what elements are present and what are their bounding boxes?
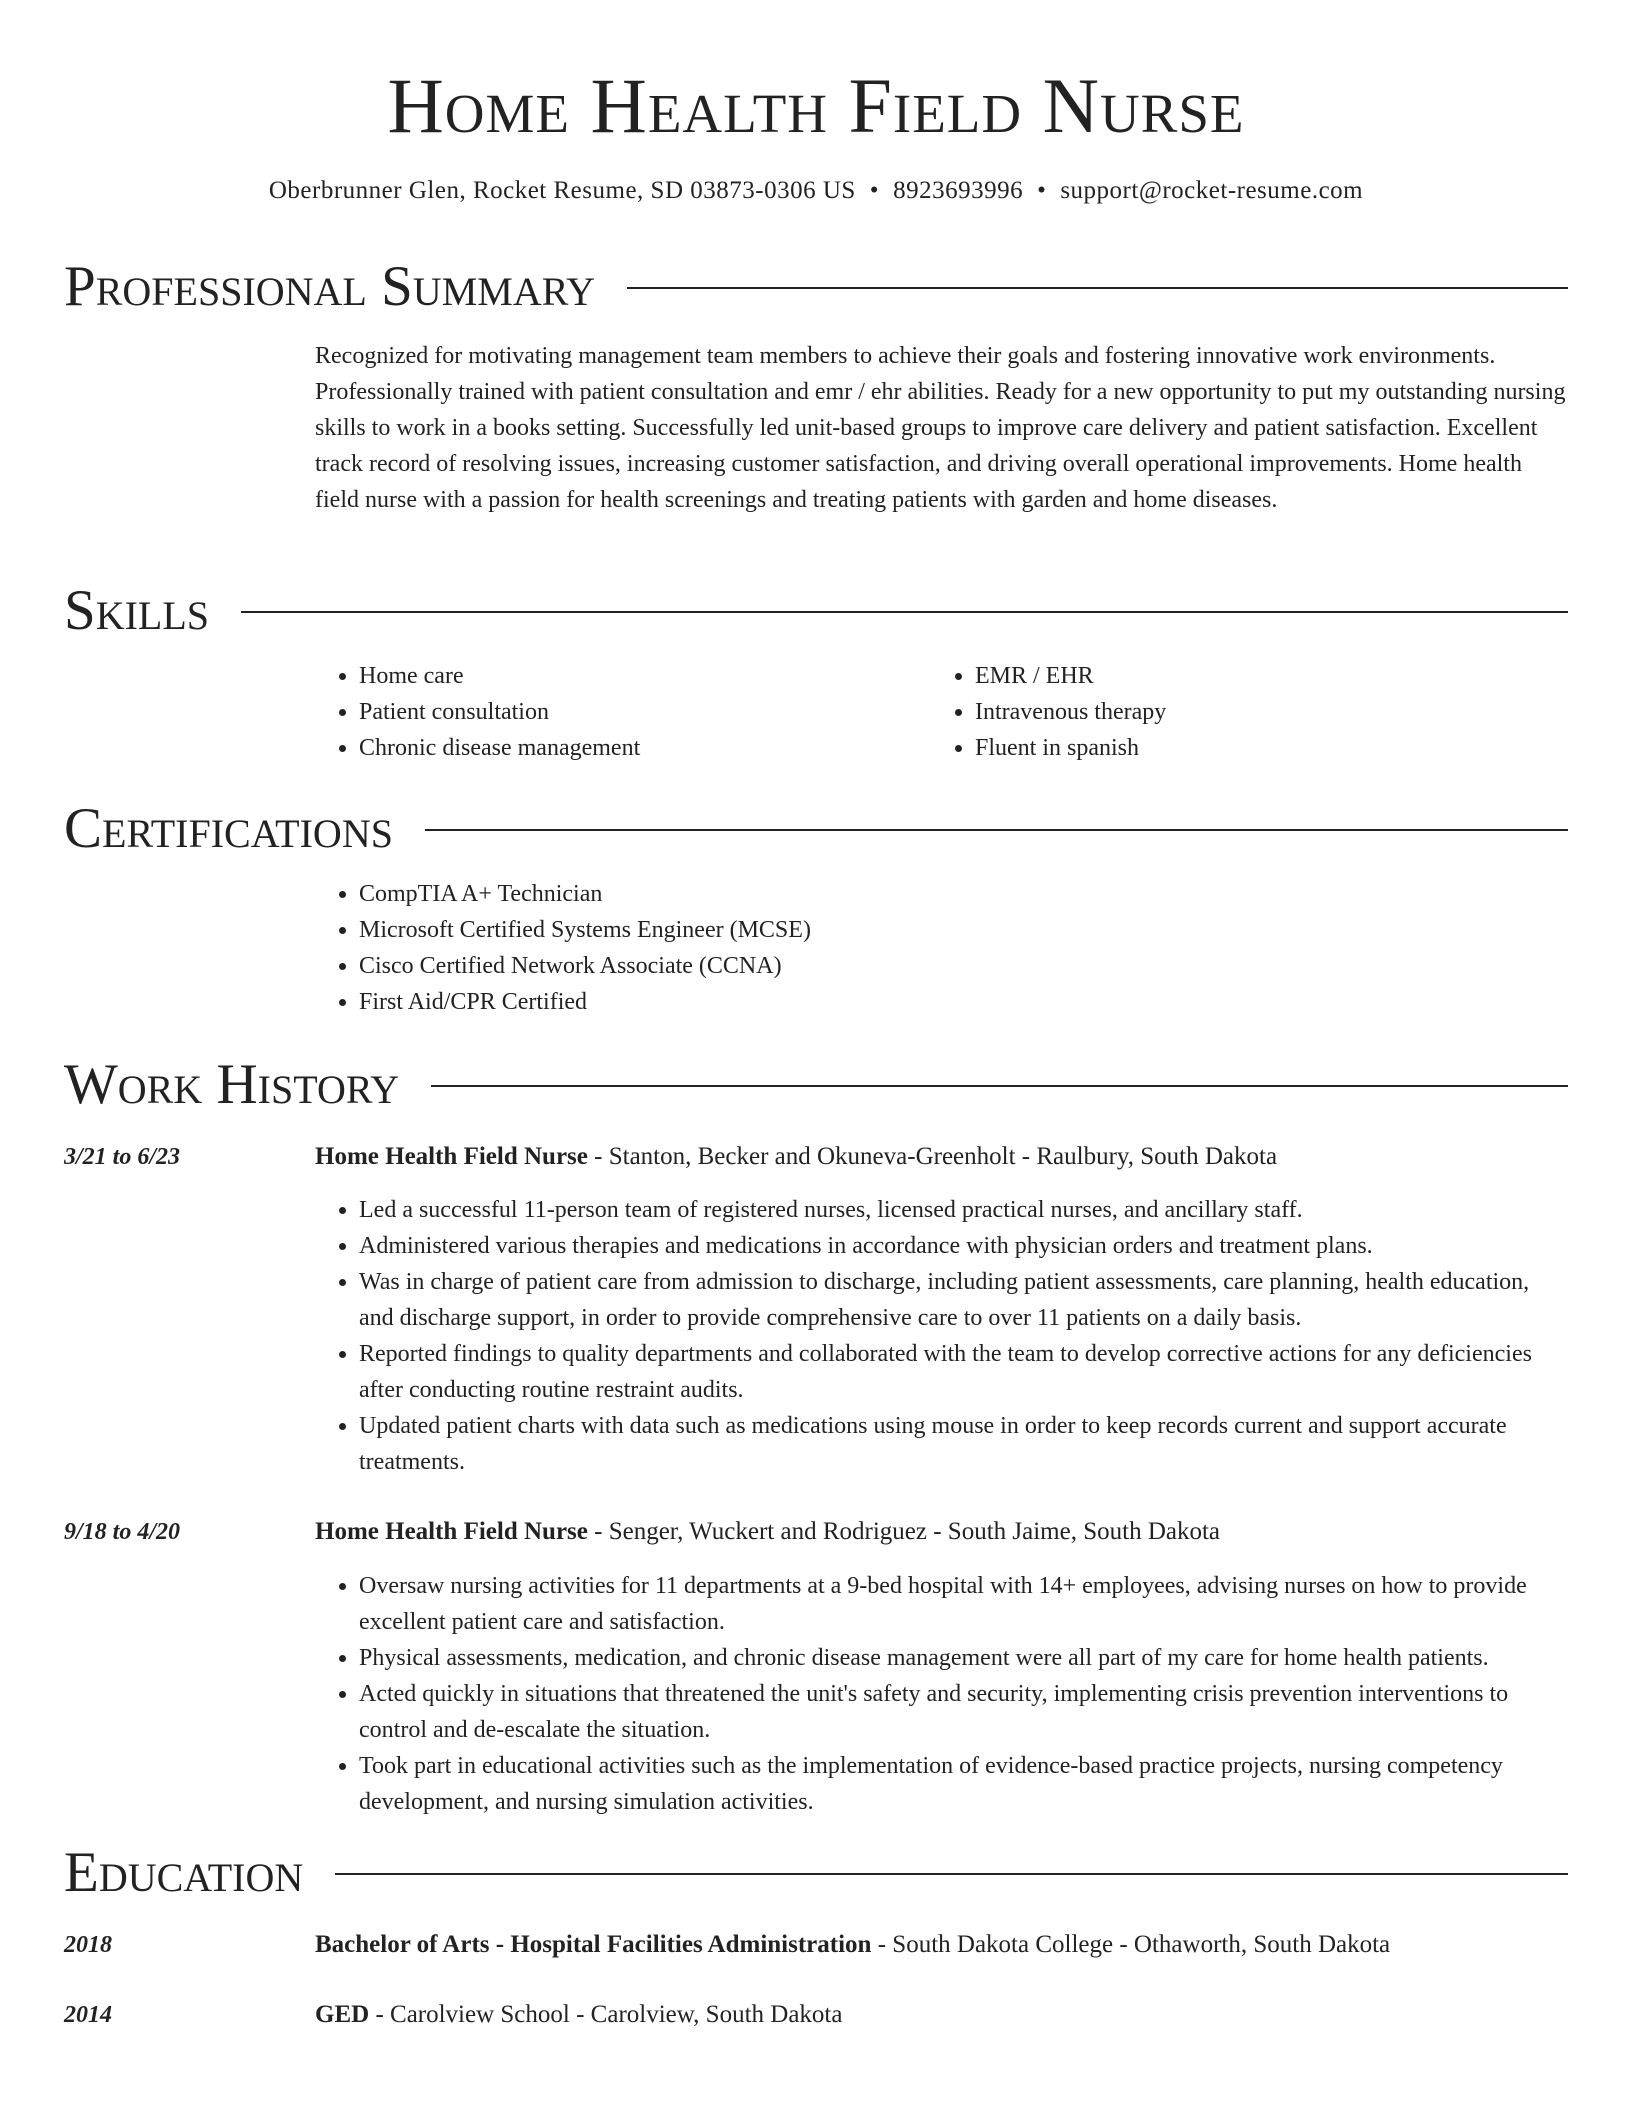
summary-section-title: Professional Summary: [64, 255, 596, 318]
contact-separator: •: [869, 177, 880, 204]
section-divider: [431, 1085, 1568, 1087]
education-section-header: [64, 1840, 1568, 1906]
certifications-list: [315, 876, 1568, 1020]
contact-separator: •: [1037, 177, 1047, 204]
contact-address: Oberbrunner Glen, Rocket Resume, SD 03873-0306 US: [268, 177, 856, 204]
skills-right-column: [931, 658, 1531, 766]
certification-item: • First Aid/CPR Certified: [359, 984, 1568, 1020]
contact-phone: 8923693996: [893, 177, 1024, 204]
summary-text: Recognized for motivating management team members to achieve their goals and fostering innovative work environments. Professionally trained with patient consultation and emr / ehr abilities. Ready for a new opportunity to put my outstanding nursing skills to work in a books setting. Successfully led unit-based groups to improve care delivery and patient satisfaction. Excellent track record of resolving issues, increasing customer satisfaction, and driving overall operational improvements. Home health field nurse with a passion for health screenings and treating patients with garden and home diseases.: [315, 343, 1566, 513]
job-duty: • Reported findings to quality departments and collaborated with the team to develop corrective actions for any deficiencies after conducting routine restraint audits.: [359, 1336, 1568, 1408]
job-duty: • Updated patient charts with data such as medications using mouse in order to keep records current and support accurate treatments.: [359, 1408, 1568, 1480]
work-section-title: Work History: [64, 1053, 400, 1116]
job-heading: [315, 1514, 1568, 1550]
certification-item: • CompTIA A+ Technician: [359, 876, 1568, 912]
skill-item: • Fluent in spanish: [975, 730, 1531, 766]
education-school-location: - Carolview School - Carolview, South Dakota: [369, 2001, 843, 2028]
candidate-name: Home Health Field Nurse: [387, 62, 1245, 149]
contact-email: support@rocket-resume.com: [1060, 177, 1364, 204]
education-degree: Bachelor of Arts - Hospital Facilities Administration: [315, 1931, 872, 1958]
education-entry: [315, 1997, 1568, 2033]
skill-item: • Patient consultation: [359, 694, 915, 730]
job-duty: • Physical assessments, medication, and chronic disease management were all part of my care for home health patients.: [359, 1640, 1568, 1676]
section-divider: [627, 287, 1568, 289]
education-section-title: Education: [64, 1841, 304, 1904]
job-dates: 9/18 to 4/20: [64, 1519, 181, 1545]
skill-item: • Chronic disease management: [359, 730, 915, 766]
skill-item: • EMR / EHR: [975, 658, 1531, 694]
skills-section-header: [64, 578, 1568, 644]
skill-item: • Intravenous therapy: [975, 694, 1531, 730]
job-duties: [315, 1568, 1568, 1820]
skills-section-title: Skills: [64, 579, 210, 642]
job-duty: • Administered various therapies and medications in accordance with physician orders and treatment plans.: [359, 1228, 1568, 1264]
job-title: Home Health Field Nurse: [315, 1518, 588, 1545]
certification-item: • Microsoft Certified Systems Engineer (MCSE): [359, 912, 1568, 948]
certifications-section-header: [64, 796, 1568, 862]
education-degree: GED: [315, 2001, 370, 2028]
job-title: Home Health Field Nurse: [315, 1143, 588, 1170]
certifications-section-title: Certifications: [64, 797, 393, 860]
job-employer-location: - Senger, Wuckert and Rodriguez - South Jaime, South Dakota: [587, 1518, 1221, 1545]
education-year: 2018: [64, 1932, 112, 1958]
job-duty: • Acted quickly in situations that threatened the unit's safety and security, implementing crisis prevention interventions to control and de-escalate the situation.: [359, 1676, 1568, 1748]
skill-item: • Home care: [359, 658, 915, 694]
section-divider: [241, 611, 1568, 613]
job-duty: • Took part in educational activities such as the implementation of evidence-based practice projects, nursing competency development, and nursing simulation activities.: [359, 1748, 1568, 1820]
job-dates: 3/21 to 6/23: [64, 1144, 181, 1170]
education-entry: [315, 1927, 1568, 1963]
job-duty: • Led a successful 11-person team of registered nurses, licensed practical nurses, and ancillary staff.: [359, 1192, 1568, 1228]
work-section-header: [64, 1052, 1568, 1118]
job-duty: • Oversaw nursing activities for 11 departments at a 9-bed hospital with 14+ employees, advising nurses on how to provide excellent patient care and satisfaction.: [359, 1568, 1568, 1640]
job-duty: • Was in charge of patient care from admission to discharge, including patient assessments, care planning, health education, and discharge support, in order to provide comprehensive care to over 11 patients on a daily basis.: [359, 1264, 1568, 1336]
section-divider: [335, 1873, 1568, 1875]
education-school-location: - South Dakota College - Othaworth, South Dakota: [871, 1931, 1391, 1958]
section-divider: [425, 829, 1568, 831]
job-heading: [315, 1139, 1568, 1175]
summary-section-header: [64, 254, 1568, 320]
certification-item: • Cisco Certified Network Associate (CCNA): [359, 948, 1568, 984]
job-employer-location: - Stanton, Becker and Okuneva-Greenholt - Raulbury, South Dakota: [587, 1143, 1278, 1170]
education-year: 2014: [64, 2002, 112, 2028]
job-duties: [315, 1192, 1568, 1480]
contact-line: [0, 174, 1632, 208]
skills-left-column: [315, 658, 915, 766]
